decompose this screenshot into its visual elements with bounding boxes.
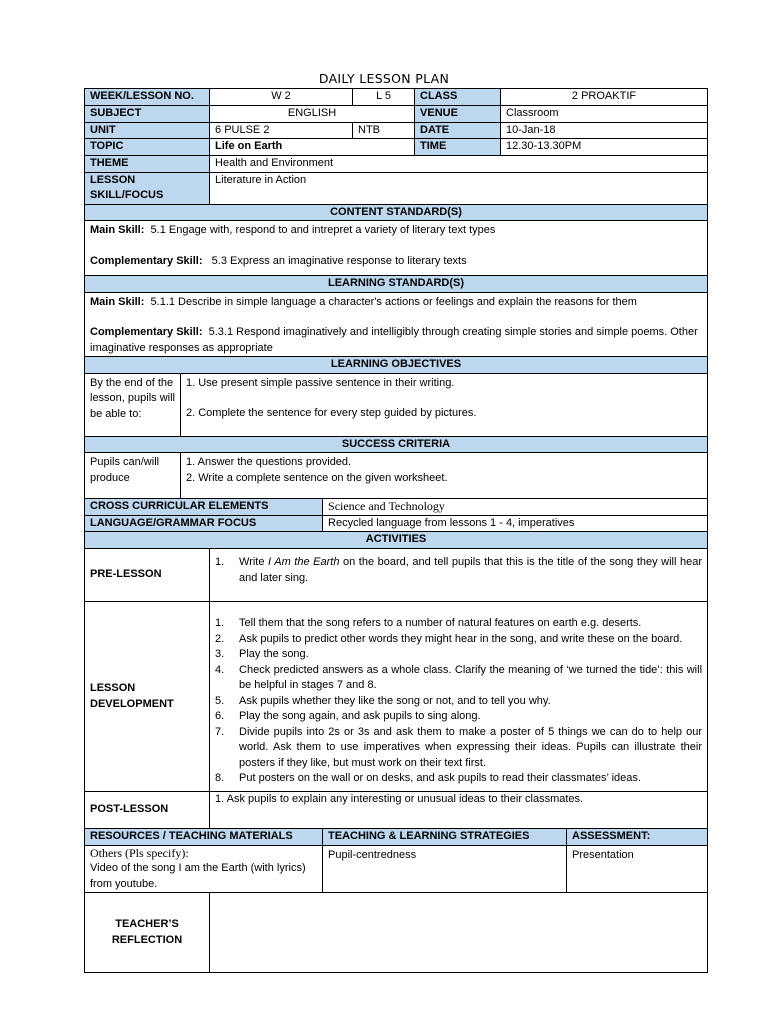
page-title: DAILY LESSON PLAN: [318, 71, 450, 86]
theme-value: Health and Environment: [210, 155, 708, 172]
pre-lesson-body: [210, 549, 708, 602]
objective-item-2: 2. Complete the sentence for every step guided by pictures.: [186, 407, 477, 419]
ls-comp-label: Complementary Skill:: [90, 326, 203, 338]
cross-curricular-value: Science and Technology: [323, 499, 708, 516]
lesson-development-body: [210, 602, 708, 792]
class-value: 2 PROAKTIF: [501, 89, 708, 106]
reflection-value[interactable]: [210, 893, 708, 973]
dev-item-text: Ask pupils whether they like the song or not, and to tell you why.: [239, 694, 551, 707]
objectives-heading: LEARNING OBJECTIVES: [85, 357, 708, 374]
dev-item-text: Play the song again, and ask pupils to sing along.: [239, 710, 481, 722]
resources-value: [85, 845, 323, 893]
cross-curricular-label: CROSS CURRICULAR ELEMENTS: [85, 499, 323, 516]
skill-focus-value: Literature in Action: [210, 172, 708, 204]
dev-item-num: 6.: [215, 710, 225, 722]
dev-item-text: Put posters on the wall or on desks, and ask pupils to read their classmates’ ideas.: [239, 772, 641, 784]
success-lead: Pupils can/will produce: [85, 453, 181, 499]
objectives-lead: By the end of the lesson, pupils will be able to:: [85, 373, 181, 436]
strategies-label: TEACHING & LEARNING STRATEGIES: [323, 829, 567, 846]
dev-item: [215, 694, 702, 710]
success-item-1: 1. Answer the questions provided.: [186, 456, 352, 468]
dev-item-text: Tell them that the song refers to a number of natural features on earth e.g. deserts.: [239, 617, 642, 629]
dev-item-text: Play the song.: [239, 648, 309, 660]
ls-main-label: Main Skill:: [90, 295, 145, 308]
success-heading: SUCCESS CRITERIA: [85, 436, 708, 453]
activities-heading: ACTIVITIES: [85, 532, 708, 549]
dev-item: [215, 771, 702, 787]
pre-lesson-item: [215, 555, 702, 586]
subject-label: SUBJECT: [85, 106, 210, 123]
dev-item-num: 7.: [215, 725, 225, 738]
post-lesson-label: POST-LESSON: [85, 792, 210, 829]
ls-comp-text: 5.3.1 Respond imaginatively and intelligibly through creating simple stories and simple poems. Other imaginative responses as appropriate: [90, 326, 698, 354]
dev-item-text: Check predicted answers as a whole class. Clarify the meaning of ‘we turned the tide’: this will be helpful in stages 7 and 8.: [239, 663, 703, 691]
assessment-value: Presentation: [567, 845, 708, 893]
objective-item-1: 1. Use present simple passive sentence in their writing.: [186, 376, 455, 389]
objectives-list: [181, 373, 708, 436]
dev-item-num: 5.: [215, 694, 225, 707]
topic-label: TOPIC: [85, 139, 210, 156]
time-label: TIME: [415, 139, 501, 156]
unit-code: NTB: [353, 122, 415, 139]
grammar-focus-label: LANGUAGE/GRAMMAR FOCUS: [85, 515, 323, 532]
lesson-plan-table: [84, 88, 708, 973]
cs-comp-label: Complementary Skill:: [90, 254, 203, 267]
unit-label: UNIT: [85, 122, 210, 139]
resources-text: Video of the song I am the Earth (with lyrics) from youtube.: [90, 862, 306, 890]
pre-lesson-text-b: on the board, and tell pupils that this is the title of the song they will hear and later sing.: [239, 556, 703, 584]
dev-item: [215, 616, 702, 632]
time-value: 12.30-13.30PM: [501, 139, 708, 156]
dev-item-num: 1.: [215, 617, 225, 629]
success-item-2: 2. Write a complete sentence on the given worksheet.: [186, 471, 448, 484]
venue-value: Classroom: [501, 106, 708, 123]
dev-item-text: Ask pupils to predict other words they might hear in the song, and write these on the board.: [239, 632, 683, 645]
theme-label: THEME: [85, 155, 210, 172]
song-title: I Am the Earth: [268, 556, 340, 568]
dev-item-num: 3.: [215, 648, 225, 660]
assessment-label: ASSESSMENT:: [567, 829, 708, 846]
resources-label: RESOURCES / TEACHING MATERIALS: [85, 829, 323, 846]
learning-standard-heading: LEARNING STANDARD(S): [85, 276, 708, 293]
reflection-label: TEACHER’S REFLECTION: [85, 893, 210, 973]
dev-item-num: 4.: [215, 663, 225, 676]
subject-value: ENGLISH: [210, 106, 415, 123]
learning-standard-body: [85, 292, 708, 357]
venue-label: VENUE: [415, 106, 501, 123]
dev-item: [215, 647, 702, 663]
cs-comp-text: 5.3 Express an imaginative response to literary texts: [211, 254, 467, 267]
cs-main-label: Main Skill:: [90, 224, 145, 236]
cs-main-text: 5.1 Engage with, respond to and intrepret a variety of literary text types: [150, 224, 496, 236]
dev-item: [215, 663, 702, 694]
strategies-value: Pupil-centredness: [323, 845, 567, 893]
dev-item: [215, 632, 702, 648]
dev-item-text: Divide pupils into 2s or 3s and ask them to make a poster of 5 things we can do to help our world. Ask them to use imperatives when expressing their ideas. Pupils can illustrate their posters if they like, but must work on their text first.: [239, 725, 703, 769]
dev-item-num: 8.: [215, 772, 225, 784]
content-standard-heading: CONTENT STANDARD(S): [85, 204, 708, 221]
date-value: 10-Jan-18: [501, 122, 708, 139]
grammar-focus-value: Recycled language from lessons 1 - 4, imperatives: [323, 515, 708, 532]
dev-item: [215, 725, 702, 772]
skill-focus-label: LESSON SKILL/FOCUS: [85, 172, 210, 204]
week-label: WEEK/LESSON NO.: [85, 89, 210, 106]
lesson-value: L 5: [353, 89, 415, 106]
pre-lesson-num: 1.: [215, 556, 225, 568]
week-value: W 2: [210, 89, 353, 106]
pre-lesson-text-a: Write: [239, 556, 269, 568]
pre-lesson-label: PRE-LESSON: [85, 549, 210, 602]
ls-main-text: 5.1.1 Describe in simple language a character's actions or feelings and explain the reasons for them: [150, 295, 637, 308]
unit-value: 6 PULSE 2: [210, 122, 353, 139]
class-label: CLASS: [415, 89, 501, 106]
content-standard-body: [85, 221, 708, 276]
topic-value: Life on Earth: [210, 139, 415, 156]
dev-item-num: 2.: [215, 632, 225, 645]
resources-other: Others (Pls specify):: [90, 845, 189, 860]
dev-item: [215, 709, 702, 725]
post-lesson-item: 1. Ask pupils to explain any interesting or unusual ideas to their classmates.: [210, 792, 708, 829]
success-list: [181, 453, 708, 499]
date-label: DATE: [415, 122, 501, 139]
lesson-development-label: LESSON DEVELOPMENT: [85, 602, 210, 792]
